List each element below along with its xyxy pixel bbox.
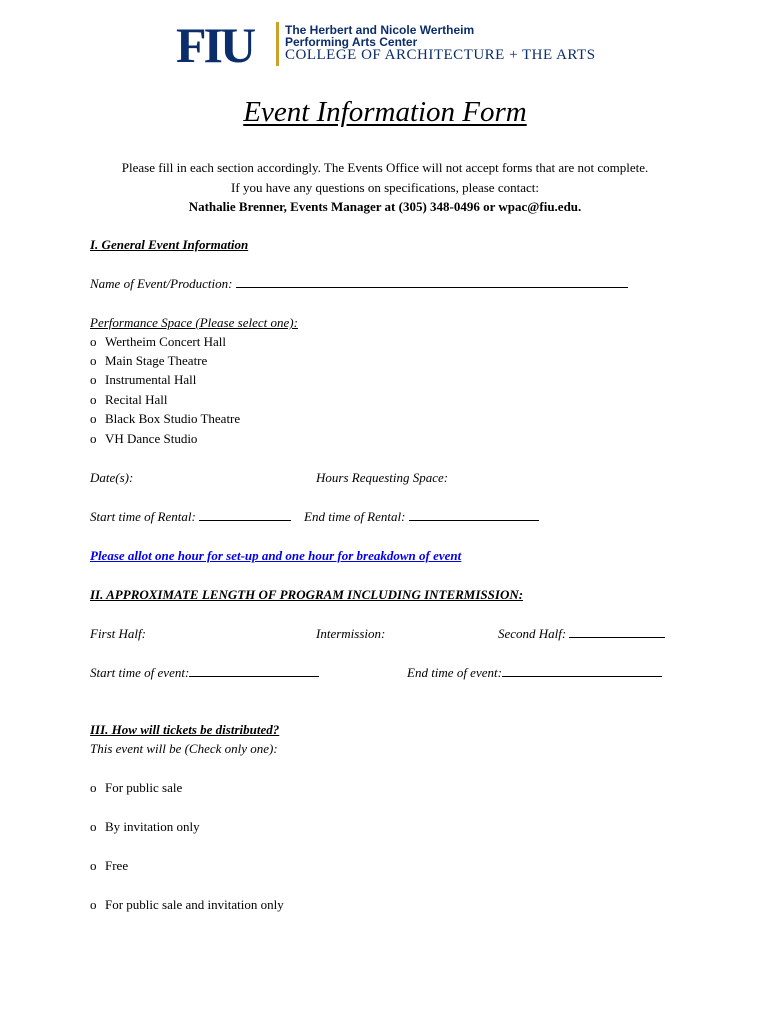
space-option-label: Black Box Studio Theatre [105, 411, 241, 426]
space-option-label: Wertheim Concert Hall [105, 334, 226, 349]
intro-line-2: If you have any questions on specifications, please contact: [231, 180, 539, 195]
setup-note: Please allot one hour for set-up and one hour for breakdown of event [90, 548, 462, 563]
first-half-label: First Half: [90, 626, 146, 641]
dates-label: Date(s): [90, 470, 134, 485]
ticket-option-label: For public sale and invitation only [105, 897, 284, 912]
event-name-field[interactable] [90, 276, 628, 292]
radio-circle-icon[interactable]: o [90, 392, 97, 407]
space-option[interactable] [90, 411, 240, 427]
radio-circle-icon[interactable]: o [90, 334, 97, 349]
space-option[interactable] [90, 353, 207, 369]
contact-line: Nathalie Brenner, Events Manager at (305) 348-0496 or wpac@fiu.edu. [188, 199, 582, 214]
performance-space-label: Performance Space (Please select one): [90, 315, 298, 330]
space-option-label: VH Dance Studio [105, 431, 198, 446]
form-title: Event Information Form [243, 96, 527, 128]
second-half-label: Second Half: [498, 626, 567, 641]
start-event-blank[interactable] [189, 665, 319, 677]
section-2-heading: II. APPROXIMATE LENGTH OF PROGRAM INCLUDING INTERMISSION: [90, 587, 524, 602]
end-event-label: End time of event: [407, 665, 502, 680]
intro-line-1: Please fill in each section accordingly. The Events Office will not accept forms that are not complete. [121, 160, 649, 175]
radio-circle-icon[interactable]: o [90, 353, 97, 368]
ticket-option[interactable] [90, 858, 128, 874]
space-option[interactable] [90, 372, 196, 388]
radio-circle-icon[interactable]: o [90, 780, 97, 795]
space-option-label: Recital Hall [105, 392, 168, 407]
event-name-label: Name of Event/Production: [90, 276, 233, 291]
space-option-label: Instrumental Hall [105, 372, 197, 387]
start-rental-label: Start time of Rental: [90, 509, 196, 524]
start-event-field[interactable] [90, 665, 319, 681]
radio-circle-icon[interactable]: o [90, 372, 97, 387]
hours-label: Hours Requesting Space: [316, 470, 449, 485]
end-rental-blank[interactable] [409, 509, 539, 521]
space-option[interactable] [90, 431, 197, 447]
ticket-option-label: By invitation only [105, 819, 200, 834]
ticket-option-label: For public sale [105, 780, 183, 795]
ticket-option-label: Free [105, 858, 129, 873]
start-rental-blank[interactable] [199, 509, 291, 521]
radio-circle-icon[interactable]: o [90, 858, 97, 873]
second-half-field[interactable] [498, 626, 665, 642]
ticket-option[interactable] [90, 780, 182, 796]
ticket-option[interactable] [90, 819, 200, 835]
start-rental-field[interactable] [90, 509, 291, 525]
intermission-label: Intermission: [316, 626, 386, 641]
end-event-blank[interactable] [502, 665, 662, 677]
space-option[interactable] [90, 392, 167, 408]
space-option-label: Main Stage Theatre [105, 353, 208, 368]
space-option[interactable] [90, 334, 226, 350]
end-rental-field[interactable] [304, 509, 539, 525]
section-1-heading: I. General Event Information [90, 237, 249, 252]
radio-circle-icon[interactable]: o [90, 431, 97, 446]
second-half-blank[interactable] [569, 626, 665, 638]
logo-line-1: The Herbert and Nicole Wertheim [285, 23, 475, 37]
radio-circle-icon[interactable]: o [90, 411, 97, 426]
radio-circle-icon[interactable]: o [90, 897, 97, 912]
logo-line-3: COLLEGE OF ARCHITECTURE + THE ARTS [285, 47, 596, 63]
fiu-logo: FIU [176, 17, 254, 73]
event-name-blank[interactable] [236, 276, 628, 288]
ticket-option[interactable] [90, 897, 284, 913]
section-3-heading: III. How will tickets be distributed? [90, 722, 280, 737]
end-event-field[interactable] [407, 665, 662, 681]
logo-line-2: Performing Arts Center [285, 35, 418, 49]
end-rental-label: End time of Rental: [304, 509, 406, 524]
logo-divider [276, 22, 279, 66]
start-event-label: Start time of event: [90, 665, 190, 680]
radio-circle-icon[interactable]: o [90, 819, 97, 834]
section-3-subheading: This event will be (Check only one): [90, 741, 278, 756]
